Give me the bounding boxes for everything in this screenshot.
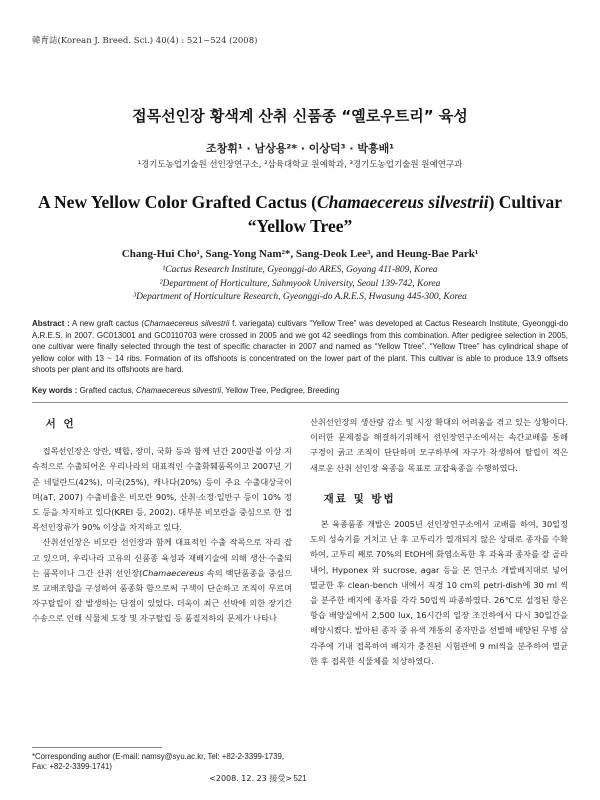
section-divider xyxy=(32,402,568,403)
affiliation-en-2: ²Department of Horticulture, Sahmyook University, Seoul 139-742, Korea xyxy=(159,278,441,289)
keywords-text-a: Grafted cactus, xyxy=(77,386,137,395)
affiliation-en-3: ³Department of Horticulture Research, Gyeonggi-do A.R.E.S, Hwasung 445-300, Korea xyxy=(133,292,467,302)
title-en-part-c: “Yellow Tree” xyxy=(247,216,353,236)
keywords-text-b: , Yellow Tree, Pedigree, Breeding xyxy=(220,386,340,395)
abstract-label: Abstract : xyxy=(32,319,70,328)
methods-heading: 재료 및 방법 xyxy=(323,492,396,505)
abstract-species: Chamaecereus silvestrii xyxy=(144,319,230,328)
intro-p2-text-b: 속의 백단품종을 중심으로 교배조합을 구성하여 품종화 함으로써 구색이 단순하고 조직이 무르며 자구탈립이 잘 발생하는 단점이 있었다. 더욱이 최근 선박에 의한 장기간 수송으로 인해 식물체 도장 및 자구탈립 등 품질저하의 문제가 나타나 xyxy=(32,567,292,624)
page-number: 521 xyxy=(293,774,307,783)
corresponding-author-footnote: *Corresponding author (E-mail: namsy@syu.ac.kr, Tel: +82-2-3399-1739, Fax: +82-2-3399-1741) xyxy=(32,752,284,771)
title-korean: 접목선인장 황색계 산취 신품종 “옐로우트리” 육성 xyxy=(132,107,468,125)
left-column xyxy=(32,417,292,627)
affiliation-en-1: ¹Cactus Research Institute, Gyeonggi-do ARES, Goyang 411-809, Korea xyxy=(162,265,438,275)
intro-p2-species: Chamaecereus xyxy=(142,567,204,578)
abstract-text-b: f. variegata) cultivars “Yellow Tree” was developed at Cactus Research Institute, Gyeonggi-do A.R.E.S. in 2007. GC013001 and GC0110703 were crossed in 2005 and we got 42 seedlings from this combination. After pedigree selection in 2005, one cultivar were finally selected through the test of specific character in 2007 and named as “Yellow Ttree”. “Yellow Ttree” has cylindrical shape of yellow color with 13 ~ 14 ribs. Formation of its offshoots is concentrated on the lower part of the plant. This cultivar is able to produce 13.9 offsets shoots per plant and its offshoots are hard. xyxy=(32,319,569,374)
abstract xyxy=(32,318,568,376)
affiliations-korean: ¹경기도농업기술원 선인장연구소, ²삼육대학교 원예학과, ³경기도농업기술원 원예연구과 xyxy=(137,160,463,170)
title-en-part-a: A New Yellow Color Grafted Cactus ( xyxy=(38,192,317,212)
received-date: <2008. 12. 23 接受> xyxy=(209,774,292,783)
methods-paragraph-1: 본 육종품종 개발은 2005년 선인장연구소에서 교배를 하여, 30일정도의 성숙기를 거치고 난 후 고투리가 열개되지 않은 상태로 종자를 수확하여, 고투리 째로 70%의 EtOH에 화염소독한 후 과육과 종자를 잘 골라내어, Hyponex 와 sucrose, agar 등을 본 연구소 개발배지대로 넣어 멸균한 후 clean-bench 내에서 직경 10 cm의 petri-dish에 30 ml 씩을 분주한 배지에 종자를 각각 50립씩 파종하였다. 26℃로 설정된 항온항습 배양실에서 2,500 lux, 16시간의 일장 조건하에서 다시 30일간을 배양시켰다. 발아된 종자 중 유색 계통의 종자만을 선별해 배양된 무병 삼각주에 기내 접목하여 배지가 충진된 시험관에 9 ml씩을 분주하여 멸균한 후 접목한 식물체를 치상하였다. xyxy=(310,519,568,666)
intro-paragraph-2 xyxy=(32,535,292,626)
footnote-divider xyxy=(32,747,162,748)
affiliations-english xyxy=(0,264,600,305)
keywords-species: Chamaecereus silvestrii xyxy=(136,386,221,395)
title-en-part-b: ) Cultivar xyxy=(488,192,562,212)
intro-heading: 서 언 xyxy=(45,418,76,430)
intro-paragraph-1: 접목선인장은 양란, 백합, 장미, 국화 등과 함께 년간 200만불 이상 지속적으로 수출되어온 우리나라의 대표적인 수출화훼품목이고 2007년 기준 네덜란드(42%), 미국(25%), 캐나다(20%) 등이 주요 수출대상국이며(aT, 2007) 수출비율은 비모란 90%, 산취·소정·일반구 등이 10% 정도 등을 차지하고 있다(KREI 등, 2002). 대부분 비모란을 중심으로 한 접목선인장류가 90% 이상을 차지하고 있다. xyxy=(32,446,292,533)
journal-citation: 韓育誌(Korean J. Breed. Sci.) 40(4) : 521~524 (2008) xyxy=(32,36,258,46)
authors-korean: 조창휘¹ · 남상용²* · 이상덕³ · 박흥배¹ xyxy=(205,142,395,155)
keywords xyxy=(32,386,568,395)
intro-p2-text-a: 산취선인장은 비모란 선인장과 함께 대표적인 수출 작목으로 자리 잡고 있으며, 우리나라 고유의 신품종 육성과 재배기술에 의해 생산·수출되는 품목이나 그간 산취 선인장( xyxy=(32,537,292,578)
title-english xyxy=(0,190,600,238)
abstract-text-a: A new graft cactus ( xyxy=(69,319,145,328)
right-column xyxy=(310,415,568,669)
authors-english: Chang-Hui Cho¹, Sang-Yong Nam²*, Sang-Deok Lee³, and Heung-Bae Park¹ xyxy=(121,248,479,260)
title-en-species: Chamaecereus silvestrii xyxy=(316,192,489,212)
keywords-label: Key words : xyxy=(32,386,78,395)
intro-paragraph-3: 산취선인장의 생산량 감소 및 시장 확대의 어려움을 겪고 있는 상황이다. 이러한 문제점을 해결하기위해서 선인장연구소에서는 속간교배를 통해 구경이 굵고 조직이 단단하며 모구하부에 자구가 착생하여 탈립이 적은 새로운 산취 선인장 육종을 목표로 교잡육종을 수행하였다. xyxy=(310,417,568,473)
